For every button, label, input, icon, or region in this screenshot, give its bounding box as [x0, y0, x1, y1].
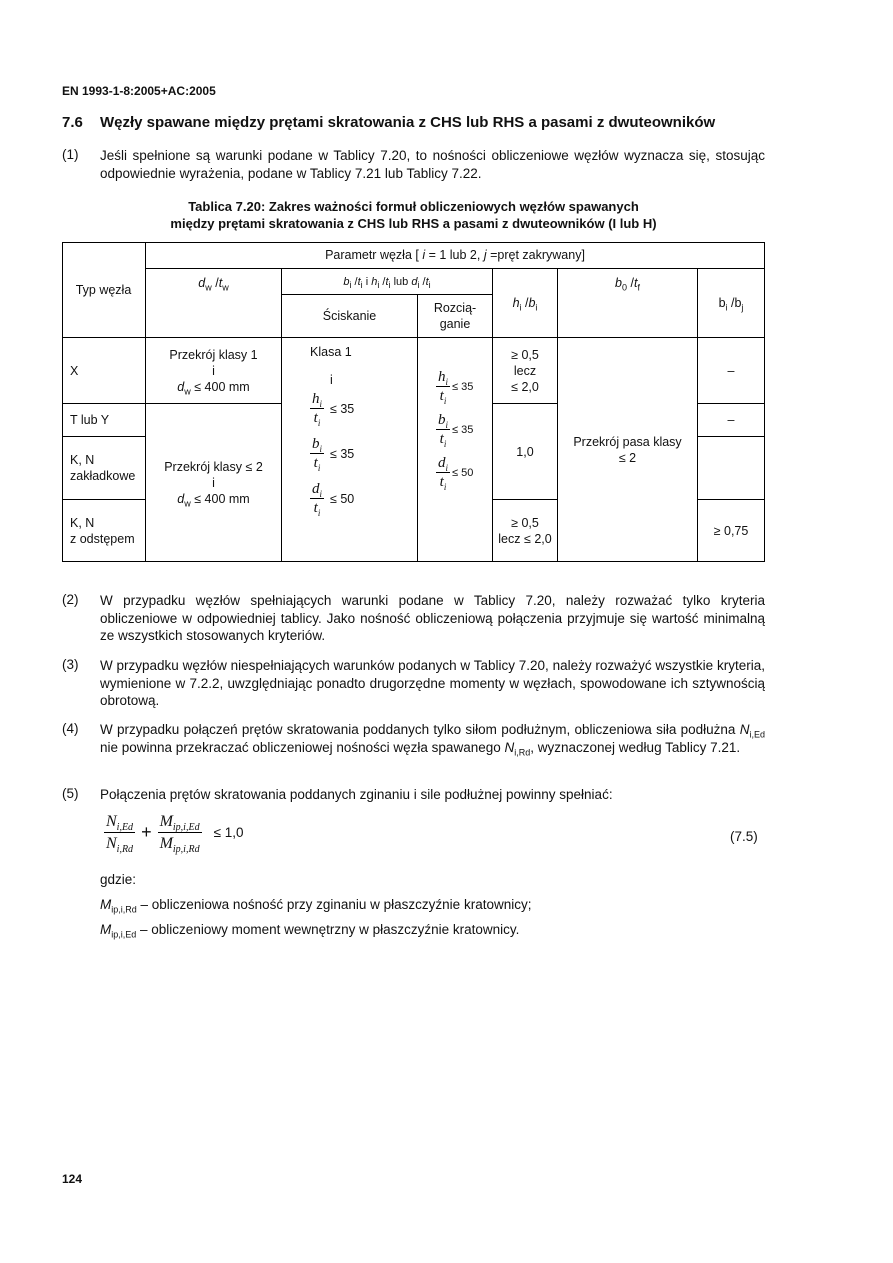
paragraph-number: (3) — [62, 657, 79, 672]
paragraph-number: (1) — [62, 147, 79, 162]
section-number: 7.6 — [62, 114, 83, 131]
section-title: Węzły spawane między prętami skratowania z CHS lub RHS a pasami z dwuteowników — [100, 114, 716, 131]
odstep-bi-bj: ≥ 0,75 — [698, 500, 765, 562]
zakladkowe-bi-bj — [698, 437, 765, 500]
header-rozciaganie: Rozcią- ganie — [418, 295, 493, 338]
paragraph-number: (2) — [62, 592, 79, 607]
x-hi-bi: ≥ 0,5 lecz ≤ 2,0 — [493, 338, 558, 404]
header-typ-wezla: Typ węzła — [62, 242, 146, 338]
fraction-di-ti: $\frac{d_i}{t_i}$ — [312, 481, 323, 518]
header-dw-tw: $d_w$ $/t_w$ — [146, 269, 282, 338]
equation-number: (7.5) — [730, 829, 758, 844]
compression-conditions: Klasa 1 i $\frac{h_i}{t_i}$ ≤ 35 $\frac{b_i}{t_i}$ ≤ 35 $\frac{d_i}{t_i}$ ≤ 50 — [282, 338, 418, 562]
header-bi-ti: $b_i$ $/t_i$ i $h_i$ $/t_i$ lub $d_i$ $/t_i$ — [282, 269, 493, 295]
paragraph-number: (4) — [62, 721, 79, 736]
tension-conditions: $\frac{h_i}{t_i}$ ≤ 35 $\frac{b_i}{t_i}$ ≤ 35 $\frac{d_i}{t_i}$ ≤ 50 — [418, 338, 493, 562]
x-bi-bj: – — [698, 338, 765, 404]
caption-line-1: Tablica 7.20: Zakres ważności formuł obliczeniowych węzłów spawanych — [188, 199, 639, 214]
row-t-y-label: T lub Y — [62, 404, 146, 437]
mid-hi-bi: 1,0 — [493, 404, 558, 500]
paragraph-3: W przypadku węzłów niespełniających warunków podanych w Tablicy 7.20, należy rozważyć wszystkie kryteria, wymienione w 7.2.2, uwzględniając ponadto drugorzędne momenty w węzłach, spowodowane ich sztywnością obrotową. — [100, 658, 765, 708]
header-hi-bi: $h_i$ $/b_i$ — [493, 269, 558, 338]
row-x-label: X — [62, 338, 146, 404]
fraction-hi-ti: $\frac{h_i}{t_i}$ — [312, 391, 323, 428]
formula-7-5: $\frac{N_{i,Ed}}{N_{i,Rd}}$ + $\frac{M_{ip,i,Ed}}{M_{ip,i,Rd}}$ ≤ 1,0 — [106, 813, 244, 856]
row-k-odstep-label: K, N z odstępem — [62, 500, 146, 562]
header-sciskanie: Ściskanie — [282, 295, 418, 338]
document-header: EN 1993-1-8:2005+AC:2005 — [62, 84, 216, 98]
row-k-zakladkowe-label: K, N zakładkowe — [62, 437, 146, 500]
paragraph-4: W przypadku połączeń prętów skratowania poddanych tylko siłom podłużnym, obliczeniowa siła podłużna $N_{i,Ed}$ nie powinna przekraczać obliczeniowej nośności węzła spawanego $N_{i,Rd}$, wyznaczonej według Tablicy 7.21. — [100, 722, 765, 758]
header-bi-bj: $b_i$ $/b_j$ — [698, 269, 765, 338]
k-dw-condition: Przekrój klasy ≤ 2 i $d_w \le 400$ mm — [146, 404, 282, 562]
fraction-bi-ti: $\frac{b_i}{t_i}$ — [312, 436, 323, 473]
definition-m-ed: $M_{ip,i,Ed}$ – obliczeniowy moment wewnętrzny w płaszczyźnie kratownicy. — [100, 922, 520, 940]
fraction-m-ratio: $\frac{M_{ip,i,Ed}}{M_{ip,i,Rd}}$ — [159, 813, 200, 856]
page-number: 124 — [62, 1172, 83, 1186]
t-y-bi-bj: – — [698, 404, 765, 437]
paragraph-number: (5) — [62, 786, 79, 801]
header-parametr: Parametr węzła [ i = 1 lub 2, j =pręt zakrywany] — [146, 242, 765, 269]
paragraph-2: W przypadku węzłów spełniających warunki podane w Tablicy 7.20, należy rozważać tylko kryteria obliczeniowe w odpowiedniej tablicy. Jako nośność obliczeniową połączenia przyjmuje się wartość minimalną ze wszystkich stosowanych kryteriów. — [100, 593, 765, 643]
header-b0-tf: $b_0$ $/t_f$ — [558, 269, 698, 338]
odstep-hi-bi: ≥ 0,5 lecz ≤ 2,0 — [493, 500, 558, 562]
paragraph-5: Połączenia prętów skratowania poddanych zginaniu i sile podłużnej powinny spełniać: — [100, 787, 613, 802]
table-caption — [62, 198, 765, 232]
fraction-n-ratio: $\frac{N_{i,Ed}}{N_{i,Rd}}$ — [106, 813, 134, 856]
x-dw-condition: Przekrój klasy 1 i $d_w \le 400$ mm — [146, 338, 282, 404]
b0-tf-condition: Przekrój pasa klasy ≤ 2 — [558, 338, 698, 562]
paragraph-1: Jeśli spełnione są warunki podane w Tablicy 7.20, to nośności obliczeniowe węzłów wyznacza się, stosując odpowiednie wyrażenia, podane w Tablicy 7.21 lub Tablicy 7.22. — [100, 148, 765, 181]
validity-table — [62, 242, 765, 562]
caption-line-2: między prętami skratowania z CHS lub RHS a pasami z dwuteowników (I lub H) — [170, 216, 657, 231]
definition-m-rd: $M_{ip,i,Rd}$ – obliczeniowa nośność przy zginaniu w płaszczyźnie kratownicy; — [100, 897, 532, 915]
where-label: gdzie: — [100, 872, 137, 887]
